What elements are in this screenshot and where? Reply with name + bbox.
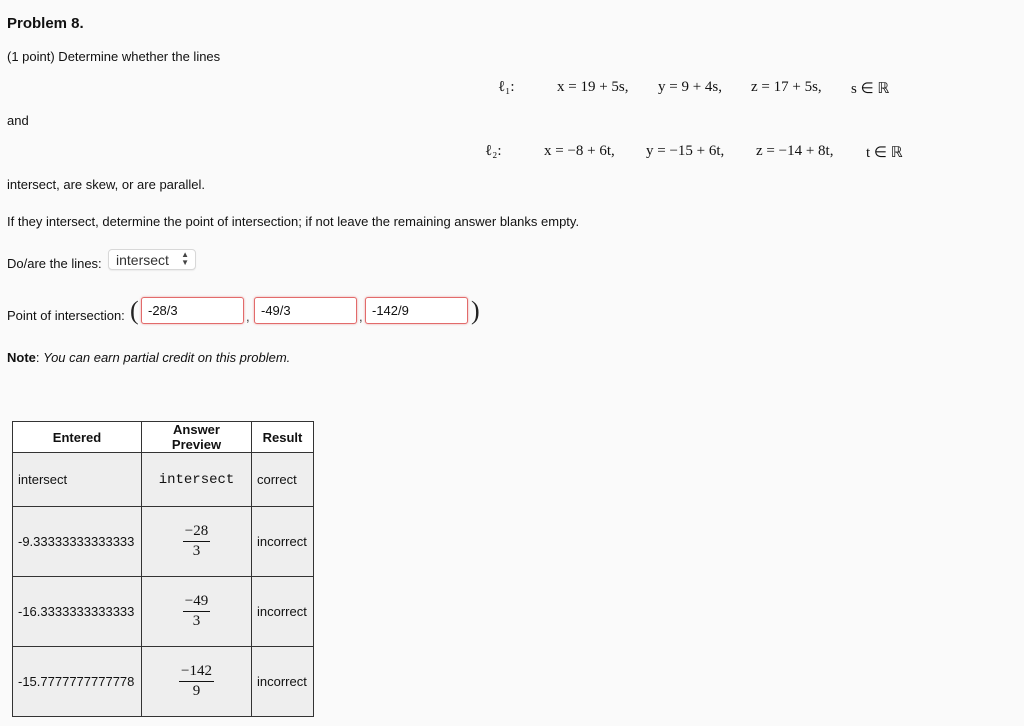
line1-y: y = 9 + 4s, xyxy=(658,79,723,95)
table-row xyxy=(13,647,314,717)
preview-text: intersect xyxy=(158,472,235,488)
header-entered: Entered xyxy=(13,422,142,453)
close-paren: ) xyxy=(471,296,480,325)
line1-x: x = 19 + 5s, xyxy=(557,79,629,95)
entered-cell: -16.3333333333333 xyxy=(13,577,142,647)
point-y-input[interactable] xyxy=(254,297,357,324)
lines-question-label: Do/are the lines: xyxy=(7,256,102,271)
line1-label: ℓ₁: xyxy=(498,79,515,95)
preview-cell xyxy=(142,507,252,577)
line2-param: t ∈ ℝ xyxy=(866,145,903,161)
fraction-denominator: 3 xyxy=(192,613,201,629)
point-label: Point of intersection: xyxy=(7,308,125,323)
table-row xyxy=(13,453,314,507)
line2-y: y = −15 + 6t, xyxy=(646,143,725,159)
note-text: You can earn partial credit on this problem. xyxy=(43,350,291,365)
line1-param: s ∈ ℝ xyxy=(851,81,890,97)
problem-intro: (1 point) Determine whether the lines xyxy=(7,49,221,64)
table-header-row xyxy=(13,422,314,453)
fraction-denominator: 9 xyxy=(192,683,201,699)
note-label: Note xyxy=(7,350,36,365)
entered-cell: -15.7777777777778 xyxy=(13,647,142,717)
point-z-input[interactable] xyxy=(365,297,468,324)
comma-separator: , xyxy=(246,309,250,324)
result-cell: incorrect xyxy=(252,577,314,647)
fraction-numerator: −142 xyxy=(179,663,214,682)
note: Note: You can earn partial credit on this problem. xyxy=(7,350,291,365)
open-paren: ( xyxy=(130,296,139,325)
instructions-text: If they intersect, determine the point of intersection; if not leave the remaining answer blanks empty. xyxy=(7,214,580,229)
fraction-numerator: −28 xyxy=(183,523,210,542)
header-preview: Answer Preview xyxy=(142,422,252,453)
fraction-numerator: −49 xyxy=(183,593,210,612)
select-arrows-icon: ▲ ▼ xyxy=(181,250,189,267)
preview-fraction xyxy=(183,523,210,560)
lines-relation-select[interactable] xyxy=(108,249,196,270)
preview-fraction xyxy=(179,663,214,700)
table-row xyxy=(13,577,314,647)
preview-cell xyxy=(142,577,252,647)
point-x-field[interactable] xyxy=(142,298,243,323)
preview-fraction xyxy=(183,593,210,630)
point-y-field[interactable] xyxy=(255,298,356,323)
preview-cell xyxy=(142,647,252,717)
select-value: intersect xyxy=(116,252,169,268)
problem-title: Problem 8. xyxy=(7,15,84,32)
result-cell: incorrect xyxy=(252,507,314,577)
point-x-input[interactable] xyxy=(141,297,244,324)
fraction-denominator: 3 xyxy=(192,543,201,559)
problem-outro: intersect, are skew, or are parallel. xyxy=(7,177,205,192)
entered-cell: -9.33333333333333 xyxy=(13,507,142,577)
header-result: Result xyxy=(252,422,314,453)
result-cell: correct xyxy=(252,453,314,507)
results-table xyxy=(12,421,314,717)
point-z-field[interactable] xyxy=(366,298,467,323)
line1-z: z = 17 + 5s, xyxy=(751,79,822,95)
table-row xyxy=(13,507,314,577)
preview-cell xyxy=(142,453,252,507)
and-text: and xyxy=(7,113,29,128)
entered-cell: intersect xyxy=(13,453,142,507)
line2-x: x = −8 + 6t, xyxy=(544,143,615,159)
comma-separator: , xyxy=(359,309,363,324)
line2-z: z = −14 + 8t, xyxy=(756,143,834,159)
line2-label: ℓ₂: xyxy=(485,143,502,159)
result-cell: incorrect xyxy=(252,647,314,717)
